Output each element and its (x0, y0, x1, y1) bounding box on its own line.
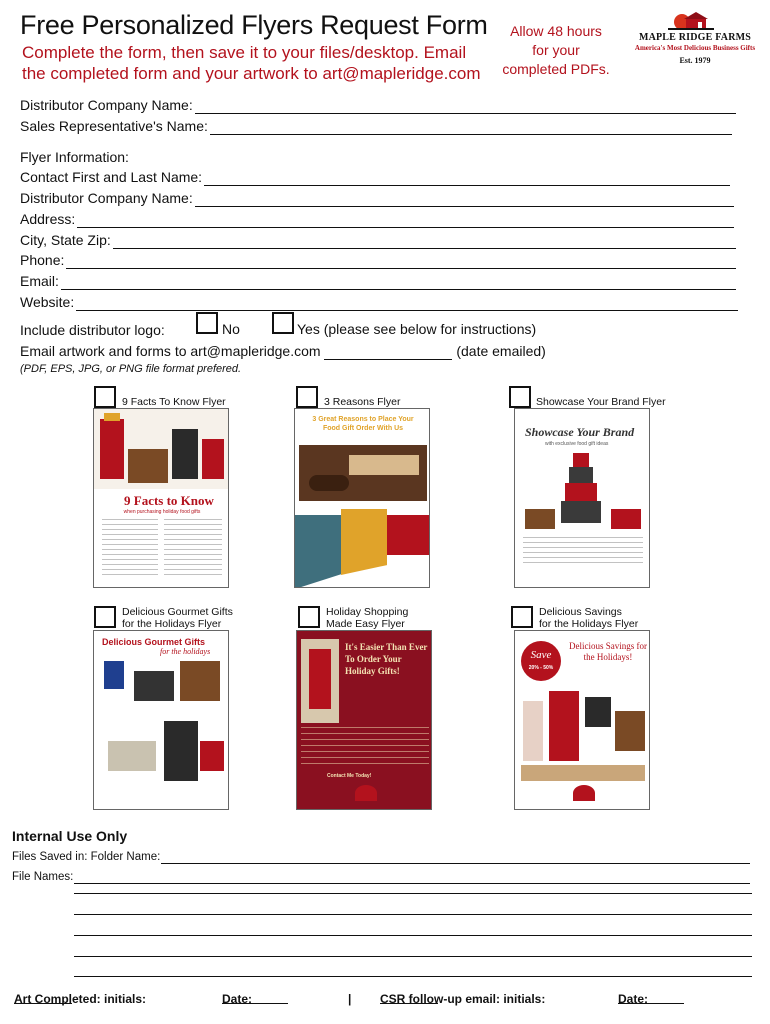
distributor-company-field-2[interactable] (20, 189, 734, 207)
row-separator: | (348, 992, 352, 1006)
field-label: Files Saved in: Folder Name: (12, 851, 161, 863)
contact-name-field[interactable] (20, 168, 730, 186)
flyer-subheading: for the holidays (160, 647, 211, 656)
flyer-subheading: with exclusive food gift ideas (545, 441, 609, 447)
folder-name-field[interactable] (12, 850, 750, 864)
reasons-panel (295, 505, 430, 588)
date-label-2: Date: (618, 992, 649, 1006)
flyer-shopping-checkbox[interactable] (298, 606, 320, 628)
input-line[interactable] (204, 172, 730, 186)
file-format-note: (PDF, EPS, JPG, or PNG file format prefered. (20, 363, 242, 375)
website-field[interactable] (20, 293, 738, 311)
field-label: Phone: (20, 252, 65, 268)
input-line[interactable] (210, 121, 732, 135)
input-line[interactable] (113, 235, 736, 249)
input-line[interactable] (61, 276, 736, 290)
label-line-2: Made Easy Flyer (326, 618, 405, 630)
instructions-text: Complete the form, then save it to your files/desktop. Email the completed form and your artwork to art@mapleridge.com (22, 43, 481, 83)
initials-line[interactable] (14, 992, 72, 1004)
input-line[interactable] (195, 193, 734, 207)
file-names-line-3[interactable] (74, 914, 752, 915)
logo-yes-checkbox[interactable] (272, 312, 294, 334)
logo-no-checkbox[interactable] (196, 312, 218, 334)
date-label: Date: (222, 992, 253, 1006)
flyer-savings-preview (514, 630, 650, 810)
field-label: Website: (20, 294, 75, 310)
flyer-shopping-label (326, 606, 408, 630)
sale-badge (521, 641, 561, 681)
badge-text: Save (530, 649, 552, 661)
date-line-2[interactable] (618, 992, 684, 1004)
field-label: Distributor Company Name: (20, 97, 193, 113)
field-label: City, State Zip: (20, 232, 111, 248)
label-line-1: Holiday Shopping (326, 606, 409, 618)
file-names-line-4[interactable] (74, 935, 752, 936)
flyer-showcase-label: Showcase Your Brand Flyer (536, 396, 666, 408)
flyer-heading: It's Easier Than Ever To Order Your Holiday Gifts! (345, 642, 428, 676)
file-names-field[interactable] (12, 870, 750, 884)
flyer-gourmet-checkbox[interactable] (94, 606, 116, 628)
city-state-zip-field[interactable] (20, 231, 736, 249)
input-line[interactable] (77, 214, 734, 228)
flyer-3-reasons-label: 3 Reasons Flyer (324, 396, 401, 408)
page-title: Free Personalized Flyers Request Form (20, 10, 488, 40)
flyer-gourmet-preview (93, 630, 229, 810)
distributor-company-field[interactable] (20, 96, 736, 114)
flyer-9-facts-checkbox[interactable] (94, 386, 116, 408)
flyer-subheading: when purchasing holiday food gifts (123, 509, 201, 515)
field-label: Sales Representative's Name: (20, 118, 208, 134)
field-label: Contact First and Last Name: (20, 169, 203, 185)
flyer-showcase-checkbox[interactable] (509, 386, 531, 408)
input-line[interactable] (76, 297, 738, 311)
label-line-1: Delicious Gourmet Gifts (122, 606, 233, 618)
logo-brand: MAPLE RIDGE FARMS (638, 32, 752, 43)
email-field[interactable] (20, 272, 736, 290)
csr-label: CSR follow-up email: initials: (380, 992, 546, 1006)
address-field[interactable] (20, 210, 734, 228)
field-label: File Names: (12, 871, 74, 883)
artwork-email-text: Email artwork and forms to art@mapleridge.com (20, 343, 321, 359)
date-line[interactable] (222, 992, 288, 1004)
flyer-9-facts-label: 9 Facts To Know Flyer (122, 396, 226, 408)
badge-pct: 20% - 50% (528, 665, 554, 671)
include-logo-label: Include distributor logo: (20, 322, 165, 338)
gift-tower (561, 453, 601, 523)
label-line-2: for the Holidays Flyer (539, 618, 639, 630)
field-label: Email: (20, 273, 59, 289)
flyer-heading: 3 Great Reasons to Place Your Food Gift Order With Us (312, 416, 414, 432)
input-line[interactable] (161, 852, 750, 864)
company-logo (632, 12, 758, 70)
phone-field[interactable] (20, 251, 736, 269)
flyer-savings-checkbox[interactable] (511, 606, 533, 628)
internal-use-heading: Internal Use Only (12, 828, 128, 844)
flyer-showcase-preview (514, 408, 650, 588)
input-line[interactable] (195, 100, 736, 114)
flyer-heading: Showcase Your Brand (525, 425, 635, 439)
flyer-cta: Contact Me Today! (327, 773, 372, 779)
file-names-line-2[interactable] (74, 893, 752, 894)
logo-no-label: No (222, 321, 240, 337)
csr-initials-line[interactable] (380, 992, 438, 1004)
input-line[interactable] (66, 255, 736, 269)
ribbon-bow (573, 785, 595, 801)
file-names-line-5[interactable] (74, 956, 752, 957)
flyer-3-reasons-preview (294, 408, 430, 588)
flyer-gourmet-label (122, 606, 233, 630)
flyer-shopping-preview (296, 630, 432, 810)
artwork-email-row (20, 342, 546, 360)
file-names-line-6[interactable] (74, 976, 752, 977)
flyer-heading: 9 Facts to Know (124, 493, 214, 508)
field-label: Distributor Company Name: (20, 190, 193, 206)
flyer-heading: Delicious Savings for the Holidays! (569, 641, 647, 662)
flyer-3-reasons-checkbox[interactable] (296, 386, 318, 408)
input-line[interactable] (74, 872, 750, 884)
turnaround-notice: Allow 48 hours for your completed PDFs. (502, 23, 610, 77)
barn-icon (668, 12, 714, 30)
field-label: Address: (20, 211, 76, 227)
label-line-1: Delicious Savings (539, 606, 622, 618)
gift-photo (94, 409, 229, 489)
date-emailed-line[interactable] (324, 346, 452, 360)
chocolate-photo (299, 445, 427, 501)
flyer-9-facts-preview (93, 408, 229, 588)
label-line-2: for the Holidays Flyer (122, 618, 222, 630)
ribbon-bow (355, 785, 377, 801)
flyer-heading: Delicious Gourmet Gifts (102, 637, 206, 647)
logo-est: Est. 1979 (679, 56, 711, 65)
logo-tagline: America's Most Delicious Business Gifts (634, 44, 756, 52)
sales-rep-field[interactable] (20, 117, 732, 135)
flyer-savings-label (539, 606, 638, 630)
flyer-info-heading: Flyer Information: (20, 149, 129, 165)
art-completed-label: Art Completed: initials: (14, 992, 147, 1006)
date-emailed-label: (date emailed) (456, 343, 546, 359)
gift-photo (301, 639, 339, 723)
logo-yes-label: Yes (please see below for instructions) (297, 321, 537, 337)
